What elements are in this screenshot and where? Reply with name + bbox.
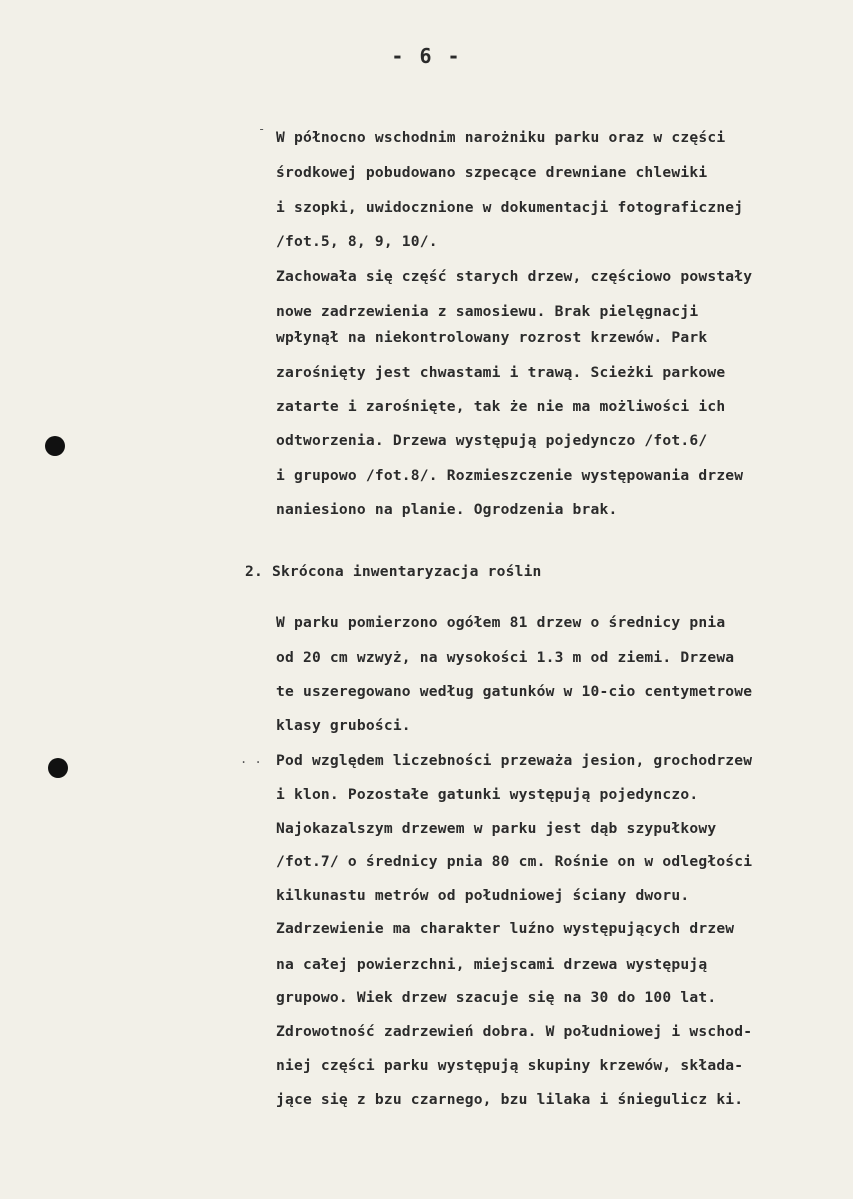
text-line: zarośnięty jest chwastami i trawą. Scieżki parkowe bbox=[276, 364, 726, 381]
text-line: W północno wschodnim narożniku parku oraz w części bbox=[276, 129, 726, 146]
text-line: /fot.5, 8, 9, 10/. bbox=[276, 233, 438, 250]
text-line: Zachowała się część starych drzew, częściowo powstały bbox=[276, 268, 753, 285]
text-line: i klon. Pozostałe gatunki występują pojedynczo. bbox=[276, 786, 699, 803]
text-line: te uszeregowano według gatunków w 10-cio centymetrowe bbox=[276, 683, 753, 700]
section-heading: 2. Skrócona inwentaryzacja roślin bbox=[245, 563, 542, 580]
text-line: zatarte i zarośnięte, tak że nie ma możliwości ich bbox=[276, 398, 726, 415]
text-line: wpłynął na niekontrolowany rozrost krzewów. Park bbox=[276, 329, 708, 346]
punch-hole-bottom bbox=[48, 758, 68, 778]
punch-hole-top bbox=[45, 436, 65, 456]
text-line: środkowej pobudowano szpecące drewniane chlewiki bbox=[276, 164, 708, 181]
text-line: od 20 cm wzwyż, na wysokości 1.3 m od ziemi. Drzewa bbox=[276, 649, 735, 666]
text-line: grupowo. Wiek drzew szacuje się na 30 do 100 lat. bbox=[276, 989, 717, 1006]
text-line: Zadrzewienie ma charakter luźno występujących drzew bbox=[276, 920, 735, 937]
text-line: Pod względem liczebności przeważa jesion, grochodrzew bbox=[276, 752, 753, 769]
text-line: klasy grubości. bbox=[276, 717, 411, 734]
text-line: na całej powierzchni, miejscami drzewa występują bbox=[276, 956, 708, 973]
text-line: Najokazalszym drzewem w parku jest dąb szypułkowy bbox=[276, 820, 717, 837]
text-line: Zdrowotność zadrzewień dobra. W południowej i wschod- bbox=[276, 1023, 753, 1040]
margin-mark: - bbox=[258, 122, 266, 136]
text-line: kilkunastu metrów od południowej ściany dworu. bbox=[276, 887, 690, 904]
text-line: naniesiono na planie. Ogrodzenia brak. bbox=[276, 501, 618, 518]
text-line: /fot.7/ o średnicy pnia 80 cm. Rośnie on w odległości bbox=[276, 853, 753, 870]
text-line: W parku pomierzono ogółem 81 drzew o średnicy pnia bbox=[276, 614, 726, 631]
text-line: i szopki, uwidocznione w dokumentacji fotograficznej bbox=[276, 199, 744, 216]
margin-mark: . . bbox=[240, 752, 262, 766]
text-line: nowe zadrzewienia z samosiewu. Brak pielęgnacji bbox=[276, 303, 699, 320]
text-line: jące się z bzu czarnego, bzu lilaka i śniegulicz ki. bbox=[276, 1091, 744, 1108]
text-line: odtworzenia. Drzewa występują pojedynczo /fot.6/ bbox=[276, 432, 708, 449]
page-number: - 6 - bbox=[391, 44, 462, 68]
text-line: i grupowo /fot.8/. Rozmieszczenie występowania drzew bbox=[276, 467, 744, 484]
text-line: niej części parku występują skupiny krzewów, składa- bbox=[276, 1057, 744, 1074]
